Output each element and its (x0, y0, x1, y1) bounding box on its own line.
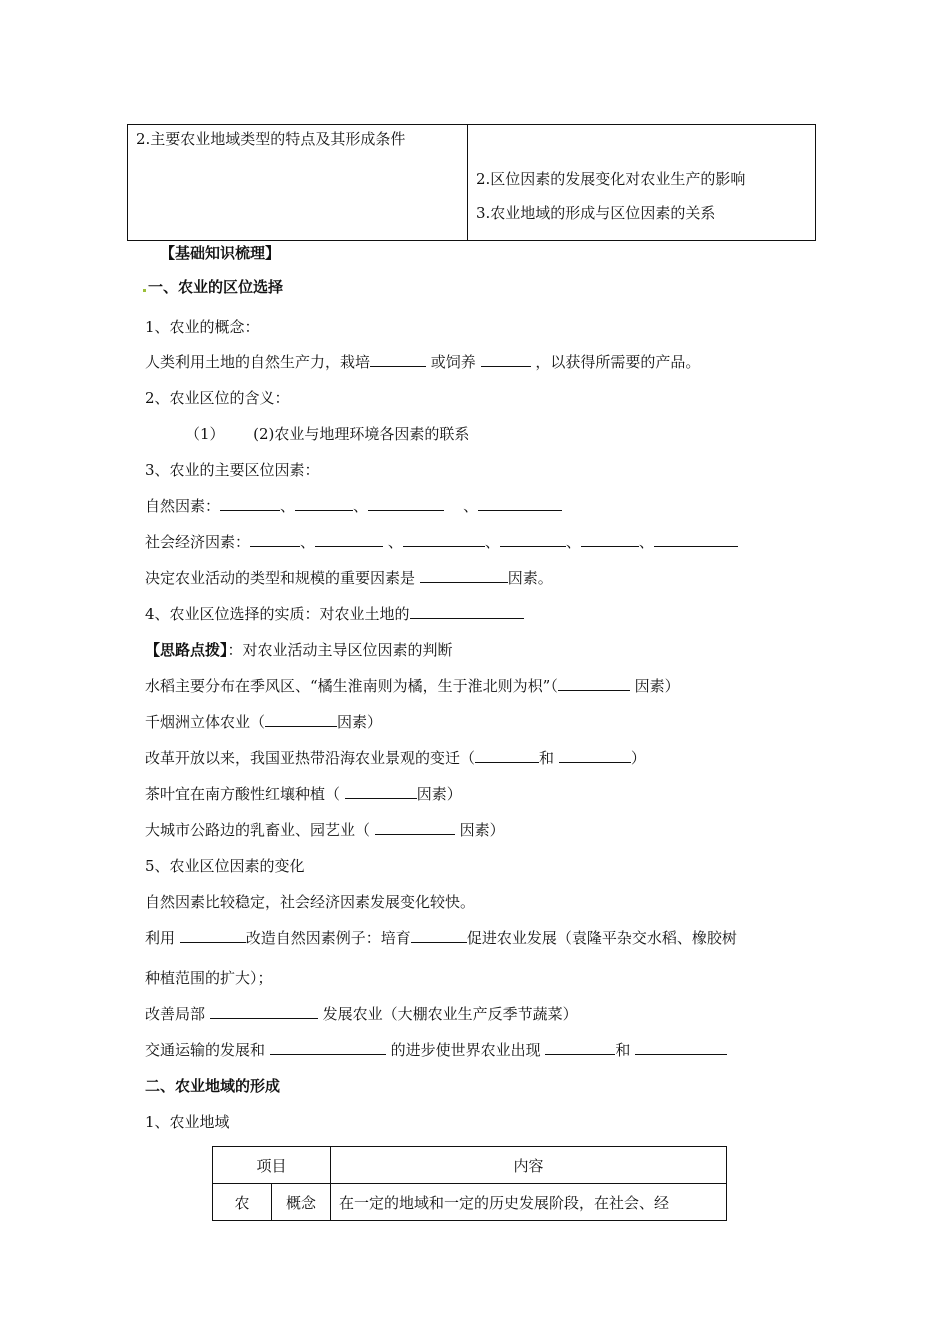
decor-dot (143, 289, 146, 292)
row-label: 农 (213, 1184, 272, 1221)
row-sublabel: 概念 (272, 1184, 331, 1221)
blank (370, 352, 426, 367)
header-content: 内容 (331, 1147, 727, 1184)
q4-line: 茶叶宜在南方酸性红壤种植（ 因素） (145, 785, 462, 803)
objectives-left-cell: 2.主要农业地域类型的特点及其形成条件 (128, 125, 468, 241)
decide-line: 决定农业活动的类型和规模的重要因素是 因素。 (145, 569, 553, 587)
q3-line: 改革开放以来，我国亚热带沿海农业景观的变迁（ 和 ） (145, 749, 646, 767)
s1-line: 人类利用土地的自然生产力，栽培 或饲养 ，以获得所需要的产品。 (145, 353, 701, 371)
s5-line1: 自然因素比较稳定，社会经济因素发展变化较快。 (145, 893, 476, 911)
objectives-right-cell: 2.区位因素的发展变化对农业生产的影响 3.农业地域的形成与区位因素的关系 (468, 125, 816, 241)
row-content: 在一定的地域和一定的历史发展阶段，在社会、经 (331, 1184, 727, 1221)
s1-title: 1、农业的概念： (145, 318, 260, 336)
s5-title: 5、农业区位因素的变化 (145, 857, 305, 875)
p2-s1-title: 1、农业地域 (145, 1113, 230, 1131)
s5-line4: 改善局部 发展农业（大棚农业生产反季节蔬菜） (145, 1005, 578, 1023)
q2-line: 千烟洲立体农业（ 因素） (145, 713, 383, 731)
q5-line: 大城市公路边的乳畜业、园艺业（ 因素） (145, 821, 505, 839)
s3-title: 3、农业的主要区位因素： (145, 461, 320, 479)
social-factors-line: 社会经济因素： 、 、 、 、 、 (145, 532, 738, 552)
s5-line3: 种植范围的扩大）； (145, 969, 273, 987)
part2-title: 二、农业地域的形成 (145, 1077, 281, 1095)
s2-item: （1） (2)农业与地理环境各因素的联系 (185, 425, 470, 443)
q1-line: 水稻主要分布在季风区、“橘生淮南则为橘，生于淮北则为枳”（ 因素） (145, 677, 680, 695)
s2-title: 2、农业区位的含义： (145, 389, 290, 407)
section-heading: 【基础知识梳理】 (160, 244, 281, 262)
s5-line2: 利用 改造自然因素例子：培育 促进农业发展（袁隆平杂交水稻、橡胶树 (145, 929, 737, 947)
agri-region-table (212, 1146, 727, 1221)
objectives-table (127, 124, 816, 241)
blank (481, 352, 531, 367)
tips-line: 【思路点拨】：对农业活动主导区位因素的判断 (145, 641, 453, 659)
part1-title: 一、农业的区位选择 (148, 278, 284, 296)
header-item: 项目 (213, 1147, 331, 1184)
s5-line5: 交通运输的发展和 的进步使世界农业出现 和 (145, 1040, 727, 1060)
s4-line: 4、农业区位选择的实质：对农业土地的 (145, 604, 524, 624)
natural-factors-line: 自然因素： 、 、 、 (145, 496, 562, 516)
